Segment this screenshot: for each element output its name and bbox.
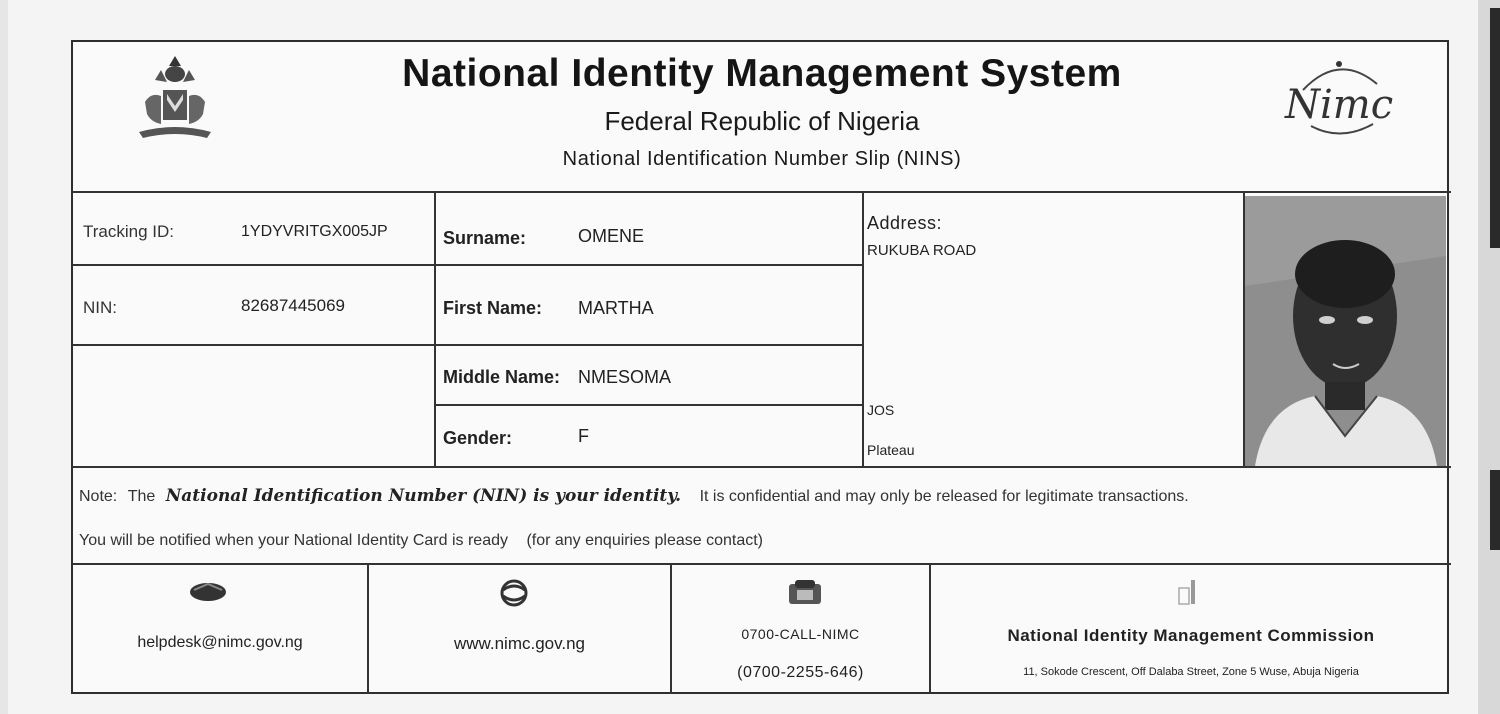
divider bbox=[862, 192, 864, 466]
edge-shadow bbox=[1490, 470, 1500, 550]
edge-shadow bbox=[1490, 8, 1500, 248]
globe-icon bbox=[497, 578, 531, 608]
divider bbox=[434, 192, 436, 466]
middle-name-label: Middle Name: bbox=[443, 367, 561, 387]
page-title: National Identity Management System bbox=[402, 52, 1122, 95]
divider bbox=[435, 404, 864, 406]
logo-text: Nimc bbox=[1285, 82, 1394, 128]
note-the: The bbox=[127, 488, 156, 505]
page-subtitle: Federal Republic of Nigeria bbox=[604, 106, 920, 136]
note-emphasis: National Identification Number (NIN) is your identity. bbox=[165, 486, 682, 506]
address-label: Address: bbox=[867, 213, 943, 233]
photo bbox=[1245, 196, 1446, 466]
note-prefix: Note: bbox=[79, 488, 118, 505]
gender-value: F bbox=[578, 426, 589, 446]
middle-name-value: NMESOMA bbox=[578, 367, 672, 387]
divider bbox=[73, 466, 1451, 468]
note-line2 bbox=[79, 532, 763, 550]
tracking-id-label: Tracking ID: bbox=[83, 222, 175, 241]
gender-label: Gender: bbox=[443, 428, 513, 448]
address-city: JOS bbox=[867, 402, 895, 418]
divider bbox=[73, 563, 1451, 565]
first-name-label: First Name: bbox=[443, 298, 543, 318]
org-name: National Identity Management Commission bbox=[1007, 626, 1375, 645]
phone-text[interactable]: 0700-CALL-NIMC bbox=[741, 626, 860, 642]
tracking-id-value: 1YDYVRITGX005JP bbox=[241, 223, 388, 240]
first-name-value: MARTHA bbox=[578, 298, 654, 318]
divider bbox=[73, 264, 864, 266]
note-line2-text: You will be notified when your National Identity Card is ready bbox=[79, 532, 508, 549]
slip-name: National Identification Number Slip (NINS) bbox=[562, 148, 962, 170]
email-icon bbox=[188, 580, 228, 602]
nin-label: NIN: bbox=[83, 298, 117, 317]
divider bbox=[367, 564, 369, 694]
nin-value: 82687445069 bbox=[241, 296, 346, 315]
website-link[interactable]: www.nimc.gov.ng bbox=[453, 634, 585, 653]
address-state: Plateau bbox=[867, 442, 915, 458]
nimc-logo bbox=[1281, 56, 1401, 140]
nin-slip bbox=[71, 40, 1449, 694]
org-address: 11, Sokode Crescent, Off Dalaba Street, Zone 5 Wuse, Abuja Nigeria bbox=[1023, 666, 1359, 678]
divider bbox=[73, 344, 864, 346]
address-line1: RUKUBA ROAD bbox=[867, 242, 977, 259]
helpdesk-email[interactable]: helpdesk@nimc.gov.ng bbox=[137, 634, 303, 651]
note-line1 bbox=[79, 486, 1189, 506]
building-icon bbox=[1175, 578, 1199, 606]
note-rest: It is confidential and may only be released for legitimate transactions. bbox=[699, 488, 1189, 505]
note-line2-paren: (for any enquiries please contact) bbox=[526, 532, 764, 549]
phone-icon bbox=[785, 578, 825, 606]
surname-value: OMENE bbox=[578, 226, 645, 246]
surname-label: Surname: bbox=[443, 228, 527, 248]
phone-number[interactable]: (0700-2255-646) bbox=[737, 664, 864, 681]
